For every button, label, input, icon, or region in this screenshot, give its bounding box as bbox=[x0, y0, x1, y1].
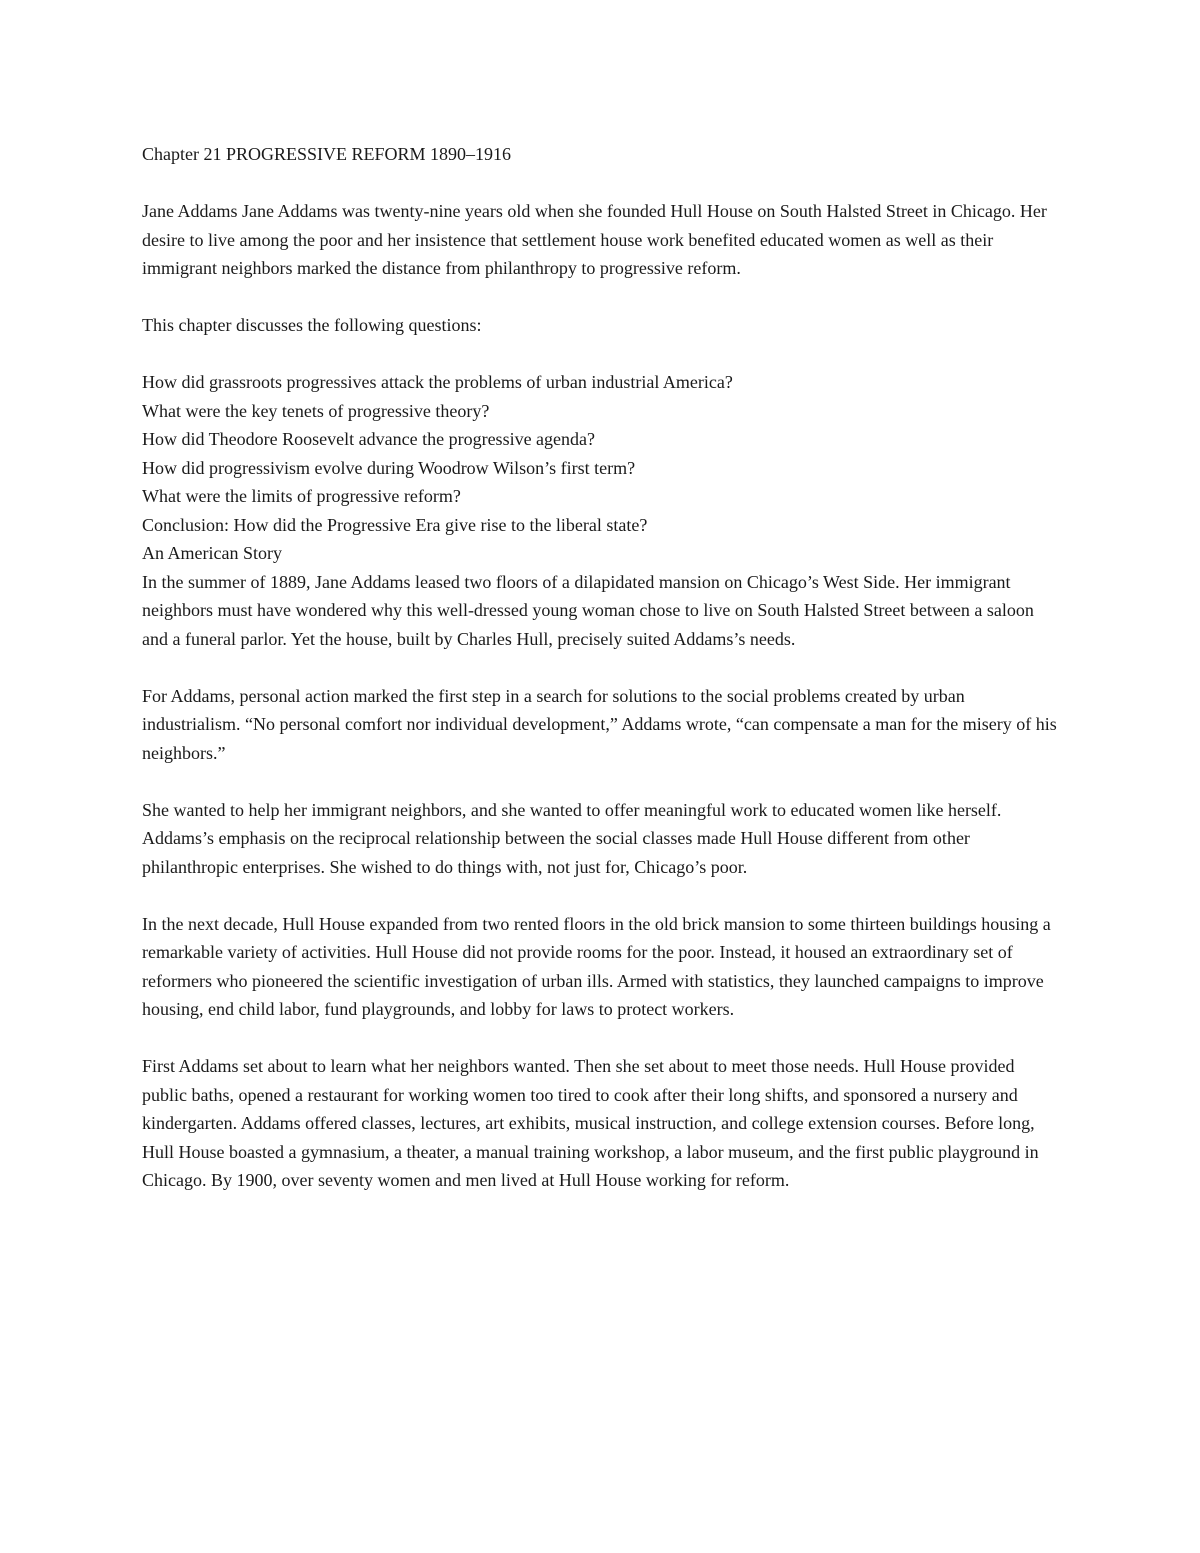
story-heading: An American Story bbox=[142, 543, 282, 563]
story-paragraph: In the summer of 1889, Jane Addams leased two floors of a dilapidated mansion on Chicago’s West Side. Her immigrant neighbors must have wondered why this well-dressed young woman chose to live on South Halsted Street between a saloon and a funeral parlor. Yet the house, built by Charles Hull, precisely suited Addams’s needs. bbox=[142, 571, 1034, 649]
body-paragraph: She wanted to help her immigrant neighbors, and she wanted to offer meaningful work to educated women like herself. Addams’s emphasis on the reciprocal relationship between the social classes made Hull House different from other philanthropic enterprises. She wished to do things with, not just for, Chicago’s poor. bbox=[142, 799, 1002, 877]
question-item: What were the limits of progressive reform? bbox=[142, 486, 461, 506]
document-page bbox=[142, 140, 1062, 1195]
body-paragraph: First Addams set about to learn what her neighbors wanted. Then she set about to meet those needs. Hull House provided public baths, opened a restaurant for working women too tired to cook after their long shifts, and sponsored a nursery and kindergarten. Addams offered classes, lectures, art exhibits, musical instruction, and college extension courses. Before long, Hull House boasted a gymnasium, a theater, a manual training workshop, a labor museum, and the first public playground in Chicago. By 1900, over seventy women and men lived at Hull House working for reform. bbox=[142, 1056, 1039, 1190]
question-item: What were the key tenets of progressive theory? bbox=[142, 400, 490, 421]
questions-lead: This chapter discusses the following questions: bbox=[142, 315, 482, 335]
body-paragraph: For Addams, personal action marked the first step in a search for solutions to the social problems created by urban industrialism. “No personal comfort nor individual development,” Addams wrote, “can compensate a man for the misery of his neighbors.” bbox=[142, 685, 1057, 763]
question-item: How did grassroots progressives attack the problems of urban industrial America? bbox=[142, 372, 733, 392]
question-item: Conclusion: How did the Progressive Era give rise to the liberal state? bbox=[142, 514, 648, 535]
question-list bbox=[142, 368, 1062, 568]
question-item: How did Theodore Roosevelt advance the progressive agenda? bbox=[142, 429, 596, 449]
chapter-title: Chapter 21 PROGRESSIVE REFORM 1890–1916 bbox=[142, 144, 512, 164]
body-paragraph: In the next decade, Hull House expanded from two rented floors in the old brick mansion to some thirteen buildings housing a remarkable variety of activities. Hull House did not provide rooms for the poor. Instead, it housed an extraordinary set of reformers who pioneered the scientific investigation of urban ills. Armed with statistics, they launched campaigns to improve housing, end child labor, fund playgrounds, and lobby for laws to protect workers. bbox=[142, 913, 1051, 1019]
question-item: How did progressivism evolve during Woodrow Wilson’s first term? bbox=[142, 457, 636, 478]
intro-paragraph: Jane Addams Jane Addams was twenty-nine years old when she founded Hull House on South Halsted Street in Chicago. Her desire to live among the poor and her insistence that settlement house work benefited educated women as well as their immigrant neighbors marked the distance from philanthropy to progressive reform. bbox=[142, 201, 1047, 278]
